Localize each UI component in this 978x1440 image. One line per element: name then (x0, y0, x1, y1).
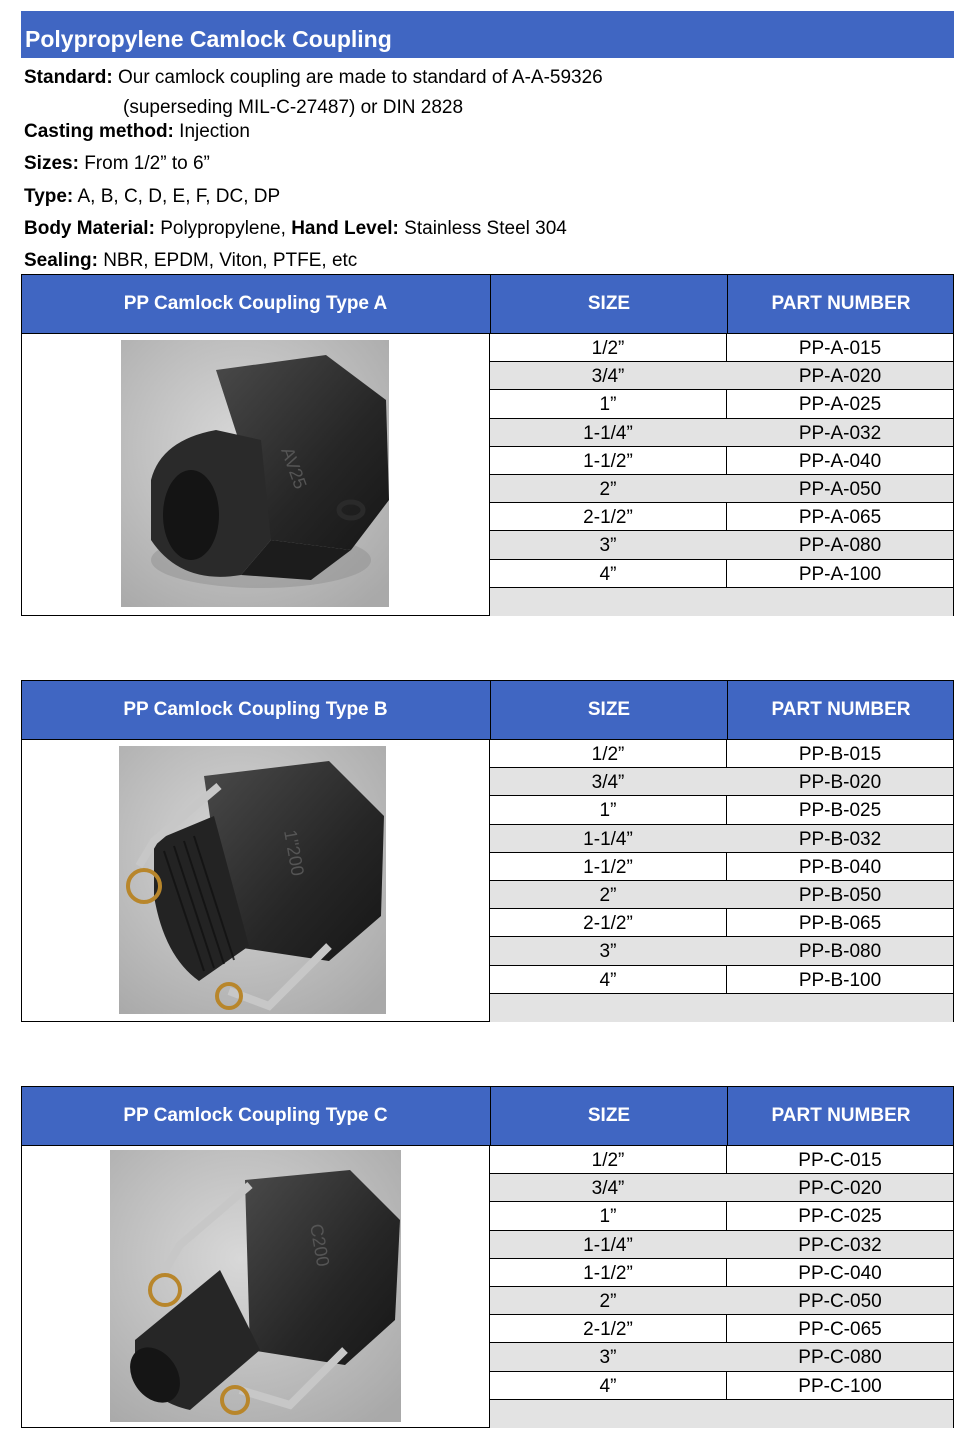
header-part-number: PART NUMBER (727, 1087, 954, 1145)
table-header (22, 275, 953, 334)
header-product: PP Camlock Coupling Type B (123, 699, 388, 720)
page-title: Polypropylene Camlock Coupling (21, 11, 954, 58)
spec-standard (24, 67, 603, 89)
camlock-coupling-type-b-photo (119, 746, 386, 1014)
size-cell: 2-1/2” (583, 913, 633, 935)
table-row (490, 1372, 953, 1400)
part-number-cell: PP-B-032 (798, 828, 882, 850)
table-row (490, 1343, 953, 1371)
size-cell: 1-1/4” (583, 422, 633, 444)
size-cell: 3/4” (591, 366, 625, 388)
size-cell: 1” (599, 394, 617, 416)
part-number-cell: PP-A-032 (798, 422, 882, 444)
size-cell: 1” (599, 800, 617, 822)
table-row (490, 1146, 953, 1174)
table-row (490, 1202, 953, 1230)
part-number-cell: PP-A-020 (798, 366, 882, 388)
product-table-type-a (21, 274, 954, 616)
sealing-label: Sealing: (24, 250, 98, 271)
size-cell: 4” (599, 969, 617, 991)
size-cell: 1-1/4” (583, 1234, 633, 1256)
part-number-cell: PP-C-040 (798, 1262, 882, 1284)
part-number-cell: PP-C-065 (798, 1319, 882, 1341)
header-part-number: PART NUMBER (727, 275, 954, 333)
table-row (490, 531, 953, 559)
part-number-cell: PP-B-015 (798, 744, 882, 765)
spec-sizes (24, 153, 210, 175)
part-number-cell: PP-C-050 (798, 1290, 882, 1312)
spec-standard-continued: (superseding MIL-C-27487) or DIN 2828 (123, 97, 464, 118)
size-cell: 1” (599, 1206, 617, 1228)
table-row-empty (490, 1400, 953, 1428)
hand-level-value: Stainless Steel 304 (404, 218, 567, 239)
size-cell: 3” (599, 1347, 617, 1369)
size-cell: 2” (599, 884, 617, 906)
header-part-number: PART NUMBER (727, 681, 954, 739)
product-table-type-c (21, 1086, 954, 1428)
table-row (490, 503, 953, 531)
part-number-cell: PP-C-025 (798, 1206, 882, 1228)
part-number-cell: PP-B-020 (798, 772, 882, 794)
size-cell: 1/2” (591, 338, 625, 359)
body-material-label: Body Material: (24, 218, 155, 239)
standard-label: Standard: (24, 67, 113, 88)
part-number-cell: PP-B-065 (798, 913, 882, 935)
sizes-value: From 1/2” to 6” (84, 153, 210, 174)
part-number-cell: PP-B-050 (798, 884, 882, 906)
part-number-cell: PP-A-100 (798, 563, 882, 585)
table-row (490, 447, 953, 475)
svg-text:AV25: AV25 (277, 444, 311, 492)
hand-level-label: Hand Level: (291, 218, 399, 239)
size-rows (490, 740, 953, 1022)
table-row (490, 1259, 953, 1287)
svg-text:1"200: 1"200 (280, 828, 308, 878)
type-label: Type: (24, 186, 74, 207)
size-cell: 2” (599, 478, 617, 500)
camlock-coupling-type-c-photo (110, 1150, 401, 1422)
standard-value: Our camlock coupling are made to standard of A-A-59326 (117, 67, 603, 88)
part-number-cell: PP-C-100 (798, 1375, 882, 1397)
spec-type (24, 186, 280, 208)
table-row (490, 825, 953, 853)
part-number-cell: PP-B-080 (798, 941, 882, 963)
part-number-cell: PP-C-015 (798, 1150, 882, 1171)
part-number-cell: PP-A-015 (798, 338, 882, 359)
casting-value: Injection (179, 121, 250, 142)
size-cell: 1/2” (591, 1150, 625, 1171)
table-row (490, 419, 953, 447)
part-number-cell: PP-B-040 (798, 856, 882, 878)
product-table-type-b (21, 680, 954, 1022)
size-cell: 4” (599, 563, 617, 585)
table-row-empty (490, 588, 953, 616)
camlock-coupling-type-a-photo (121, 340, 389, 607)
spec-casting (24, 121, 250, 143)
part-number-cell: PP-A-025 (798, 394, 882, 416)
part-number-cell: PP-A-080 (798, 535, 882, 557)
table-row (490, 362, 953, 390)
table-row (490, 1174, 953, 1202)
body-material-value: Polypropylene, (160, 218, 286, 239)
table-row (490, 909, 953, 937)
header-size: SIZE (490, 275, 727, 333)
header-size: SIZE (490, 1087, 727, 1145)
table-row (490, 853, 953, 881)
part-number-cell: PP-C-032 (798, 1234, 882, 1256)
table-row (490, 740, 953, 768)
header-product: PP Camlock Coupling Type A (123, 293, 388, 314)
size-cell: 3/4” (591, 772, 625, 794)
size-cell: 2” (599, 1290, 617, 1312)
svg-text:C200: C200 (306, 1222, 334, 1269)
table-row (490, 1315, 953, 1343)
size-rows (490, 334, 953, 616)
header-product: PP Camlock Coupling Type C (123, 1105, 388, 1126)
table-row (490, 768, 953, 796)
table-row (490, 966, 953, 994)
spec-sealing (24, 250, 357, 272)
sizes-label: Sizes: (24, 153, 79, 174)
table-row (490, 560, 953, 588)
size-cell: 1-1/2” (583, 856, 633, 878)
size-cell: 3” (599, 941, 617, 963)
table-header (22, 1087, 953, 1146)
size-cell: 3” (599, 535, 617, 557)
spec-material (24, 218, 567, 240)
table-row-empty (490, 994, 953, 1022)
table-header (22, 681, 953, 740)
table-row (490, 881, 953, 909)
part-number-cell: PP-A-050 (798, 478, 882, 500)
size-cell: 1-1/2” (583, 450, 633, 472)
part-number-cell: PP-C-080 (798, 1347, 882, 1369)
table-row (490, 937, 953, 965)
sealing-value: NBR, EPDM, Viton, PTFE, etc (103, 250, 358, 271)
table-row (490, 334, 953, 362)
table-row (490, 475, 953, 503)
table-row (490, 796, 953, 824)
part-number-cell: PP-C-020 (798, 1178, 882, 1200)
type-value: A, B, C, D, E, F, DC, DP (77, 186, 281, 207)
table-row (490, 1287, 953, 1315)
casting-label: Casting method: (24, 121, 174, 142)
size-cell: 4” (599, 1375, 617, 1397)
size-cell: 1-1/4” (583, 828, 633, 850)
size-rows (490, 1146, 953, 1428)
table-row (490, 1231, 953, 1259)
part-number-cell: PP-A-040 (798, 450, 882, 472)
size-cell: 2-1/2” (583, 1319, 633, 1341)
part-number-cell: PP-A-065 (798, 507, 882, 529)
table-row (490, 390, 953, 418)
size-cell: 3/4” (591, 1178, 625, 1200)
size-cell: 2-1/2” (583, 507, 633, 529)
part-number-cell: PP-B-025 (798, 800, 882, 822)
part-number-cell: PP-B-100 (798, 969, 882, 991)
size-cell: 1/2” (591, 744, 625, 765)
header-size: SIZE (490, 681, 727, 739)
size-cell: 1-1/2” (583, 1262, 633, 1284)
